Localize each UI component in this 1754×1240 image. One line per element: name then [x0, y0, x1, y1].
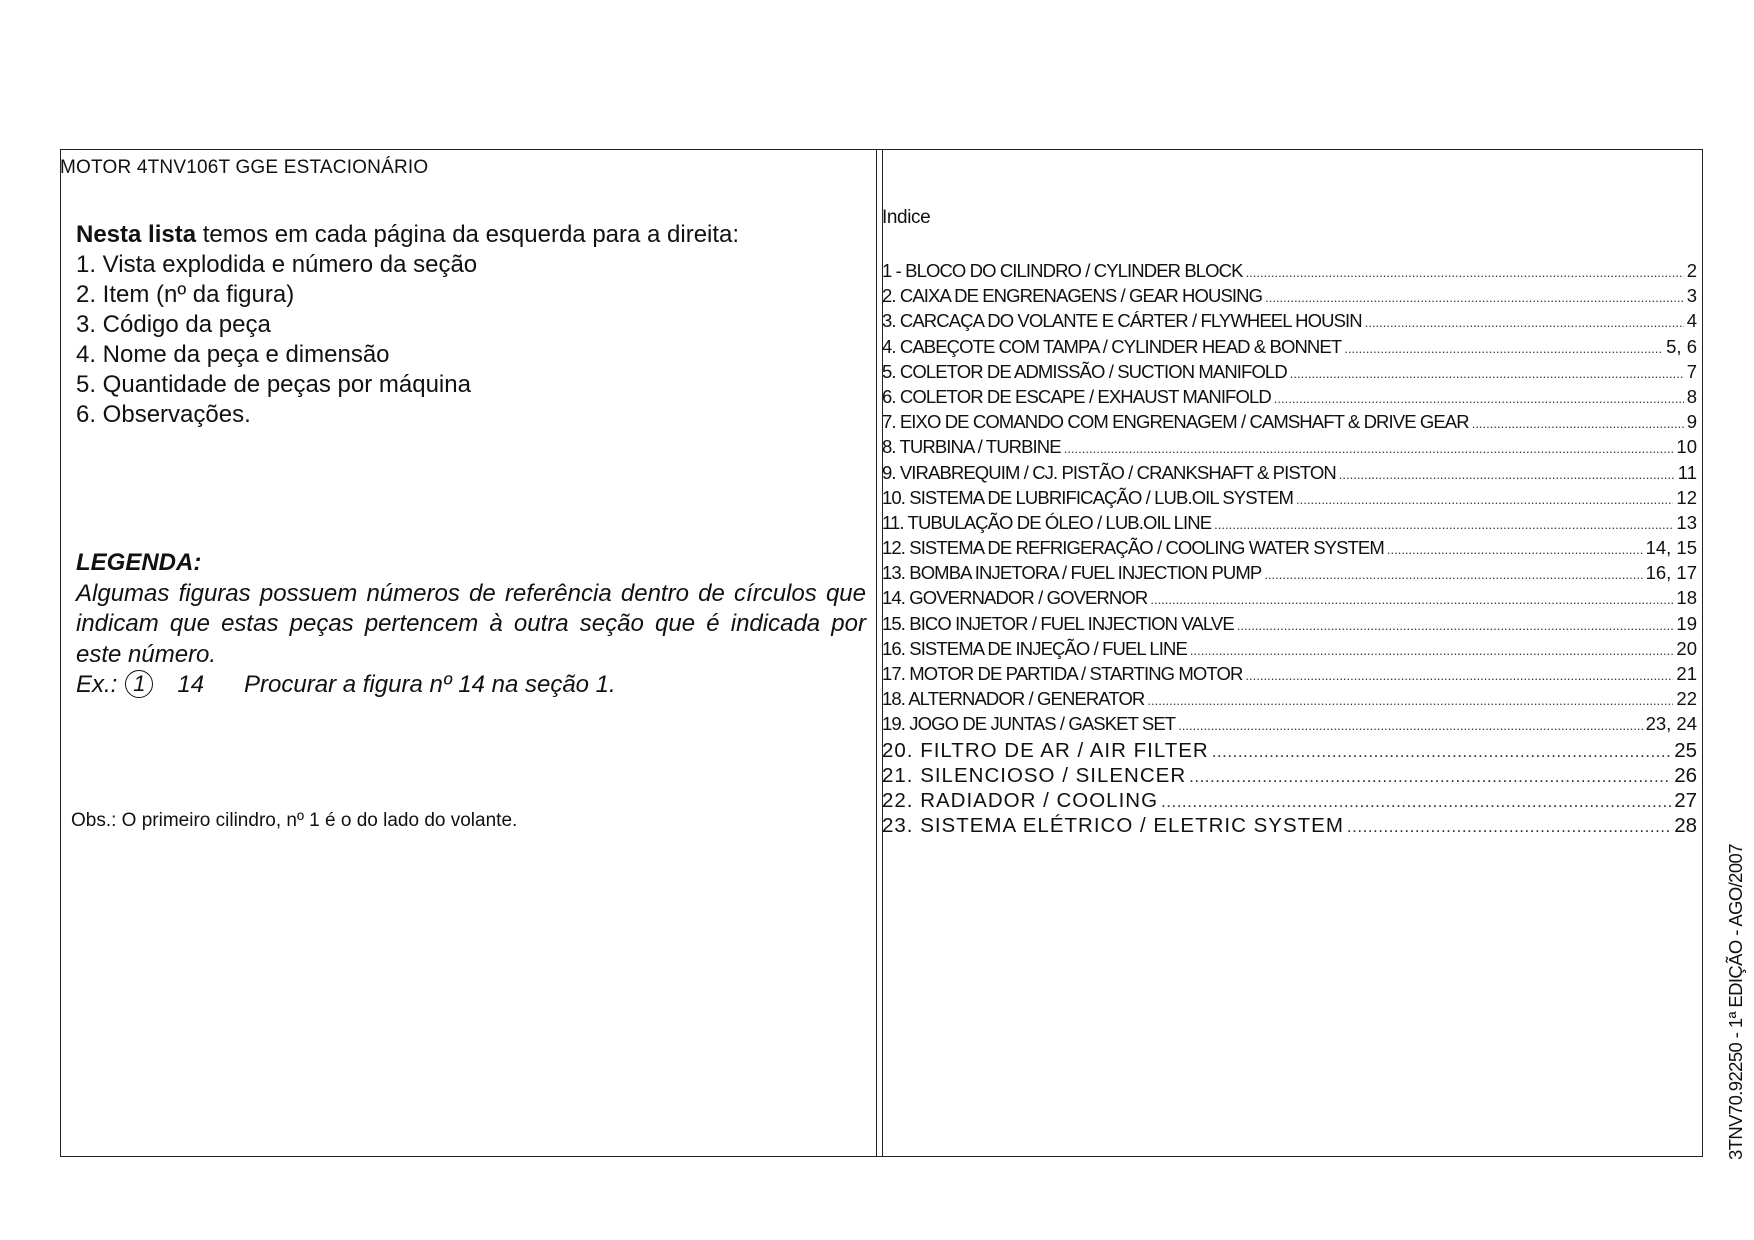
- index-entry: [882, 739, 1697, 764]
- index-entry: [882, 713, 1697, 738]
- legend-title: LEGENDA:: [76, 549, 202, 576]
- dot-leader: [1246, 265, 1684, 280]
- index-entry: [882, 361, 1697, 386]
- dot-leader: [1290, 366, 1684, 381]
- index-entry-label: 17. MOTOR DE PARTIDA / STARTING MOTOR: [882, 663, 1243, 684]
- index-entry: [882, 436, 1697, 461]
- index-entry-page: 22: [1676, 688, 1697, 710]
- observation-note: Obs.: O primeiro cilindro, nº 1 é o do lado do volante.: [71, 810, 518, 831]
- index-entry-page: 9: [1686, 411, 1697, 433]
- index-entry-page: 16, 17: [1645, 562, 1697, 584]
- dot-leader: [1264, 567, 1642, 582]
- index-entry: [882, 462, 1697, 487]
- index-entry: [882, 789, 1697, 814]
- index-entry-label: 21. SILENCIOSO / SILENCER: [882, 763, 1187, 787]
- dot-leader: [1190, 643, 1674, 658]
- intro-item: 1. Vista explodida e número da seção: [76, 251, 478, 278]
- index-entry: [882, 310, 1697, 335]
- index-entry: [882, 764, 1697, 789]
- index-entry-label: 12. SISTEMA DE REFRIGERAÇÃO / COOLING WATER SYSTEM: [882, 537, 1384, 559]
- index-entry-label: 22. RADIADOR / COOLING: [882, 788, 1159, 812]
- index-entry-label: 7. EIXO DE COMANDO COM ENGRENAGEM / CAMSHAFT & DRIVE GEAR: [882, 411, 1469, 433]
- index-entry-label: 5. COLETOR DE ADMISSÃO / SUCTION MANIFOLD: [882, 360, 1287, 382]
- index-entry: [882, 688, 1697, 713]
- index-entry-page: 18: [1676, 587, 1697, 609]
- index-entry-label: 3. CARCAÇA DO VOLANTE E CÁRTER / FLYWHEEL HOUSIN: [882, 310, 1362, 332]
- index-entry: [882, 285, 1697, 310]
- left-page: [60, 149, 876, 1157]
- index-entry-page: 10: [1676, 436, 1697, 458]
- index-entry-label: 1 - BLOCO DO CILINDRO / CYLINDER BLOCK: [882, 260, 1243, 281]
- index-entry-page: 12: [1676, 486, 1697, 508]
- dot-leader: [1274, 391, 1684, 406]
- index-entry-label: 6. COLETOR DE ESCAPE / EXHAUST MANIFOLD: [882, 385, 1271, 407]
- dot-leader: [1150, 592, 1673, 607]
- index-entry-page: 27: [1674, 788, 1697, 812]
- intro-lead-rest: temos em cada página da esquerda para a direita:: [196, 221, 740, 248]
- index-entry-label: 10. SISTEMA DE LUBRIFICAÇÃO / LUB.OIL SYSTEM: [882, 486, 1294, 508]
- dot-leader: [1245, 668, 1673, 683]
- index-entry-page: 25: [1674, 738, 1697, 762]
- dot-leader: [1339, 467, 1675, 482]
- index-entry-page: 20: [1676, 637, 1697, 659]
- index-entry: [882, 260, 1697, 285]
- index-entry: [882, 562, 1697, 587]
- index-entry: [882, 537, 1697, 562]
- index-entry-label: 15. BICO INJETOR / FUEL INJECTION VALVE: [882, 612, 1234, 634]
- dot-leader: [1347, 817, 1671, 837]
- edition-note: 3TNV70.92250 - 1ª EDIÇÃO - AGO/2007: [1725, 844, 1746, 1160]
- right-page: [882, 149, 1703, 1157]
- index-entry-label: 11. TUBULAÇÃO DE ÓLEO / LUB.OIL LINE: [882, 511, 1212, 533]
- example-prefix: Ex.:: [76, 671, 118, 698]
- dot-leader: [1237, 618, 1674, 633]
- index-entry-page: 4: [1686, 310, 1697, 332]
- index-entry-page: 19: [1676, 612, 1697, 634]
- dot-leader: [1296, 492, 1673, 507]
- index-entry-label: 16. SISTEMA DE INJEÇÃO / FUEL LINE: [882, 637, 1187, 659]
- dot-leader: [1189, 767, 1671, 787]
- dot-leader: [1344, 341, 1663, 356]
- index-entry-page: 23, 24: [1645, 713, 1697, 735]
- circled-number-icon: 1: [125, 670, 153, 698]
- intro-item: 4. Nome da peça e dimensão: [76, 341, 390, 368]
- document-title: MOTOR 4TNV106T GGE ESTACIONÁRIO: [60, 157, 429, 178]
- dot-leader: [1064, 441, 1674, 456]
- index-entry-page: 11: [1677, 461, 1697, 483]
- dot-leader: [1265, 290, 1684, 305]
- intro-item: 5. Quantidade de peças por máquina: [76, 371, 471, 398]
- dot-leader: [1212, 742, 1671, 762]
- index-entry: [882, 386, 1697, 411]
- intro-item: 3. Código da peça: [76, 311, 271, 338]
- index-entry-label: 14. GOVERNADOR / GOVERNOR: [882, 587, 1148, 609]
- index-entry: [882, 587, 1697, 612]
- index-entry-label: 23. SISTEMA ELÉTRICO / ELETRIC SYSTEM: [882, 814, 1344, 838]
- index-entry-page: 21: [1676, 663, 1697, 684]
- legend-example: [76, 670, 866, 701]
- index-entry: [882, 487, 1697, 512]
- legend-section: [76, 548, 866, 701]
- example-text: Procurar a figura nº 14 na seção 1.: [244, 671, 616, 698]
- index-entry-label: 13. BOMBA INJETORA / FUEL INJECTION PUMP: [882, 562, 1262, 584]
- index-entry-page: 8: [1686, 385, 1697, 407]
- index-list: [882, 260, 1697, 839]
- index-entry-page: 5, 6: [1666, 335, 1697, 357]
- column-divider-left: [876, 149, 877, 1157]
- index-entry-label: 8. TURBINA / TURBINE: [882, 436, 1061, 458]
- index-entry-label: 18. ALTERNADOR / GENERATOR: [882, 688, 1145, 710]
- index-entry-page: 2: [1686, 260, 1697, 281]
- index-entry: [882, 638, 1697, 663]
- intro-item: 6. Observações.: [76, 401, 251, 428]
- index-entry: [882, 663, 1697, 688]
- index-entry-page: 13: [1676, 511, 1697, 533]
- index-entry: [882, 512, 1697, 537]
- intro-item: 2. Item (nº da figura): [76, 281, 295, 308]
- dot-leader: [1387, 542, 1643, 557]
- index-entry-page: 7: [1686, 360, 1697, 382]
- index-entry-page: 28: [1674, 814, 1697, 838]
- index-entry-page: 3: [1686, 285, 1697, 307]
- index-entry-label: 9. VIRABREQUIM / CJ. PISTÃO / CRANKSHAFT & PISTON: [882, 461, 1336, 483]
- dot-leader: [1472, 416, 1684, 431]
- index-entry-label: 2. CAIXA DE ENGRENAGENS / GEAR HOUSING: [882, 285, 1263, 307]
- legend-body: Algumas figuras possuem números de referência dentro de círculos que indicam que estas peças pertencem à outra seção que é indicada por este número.: [76, 579, 866, 668]
- intro-lead: [76, 220, 866, 250]
- index-entry: [882, 411, 1697, 436]
- dot-leader: [1365, 315, 1684, 330]
- index-entry-label: 4. CABEÇOTE COM TAMPA / CYLINDER HEAD & BONNET: [882, 335, 1342, 357]
- dot-leader: [1147, 693, 1673, 708]
- example-ref: 14: [177, 671, 205, 698]
- dot-leader: [1214, 517, 1673, 532]
- dot-leader: [1161, 792, 1671, 812]
- index-entry-page: 26: [1674, 763, 1697, 787]
- index-entry: [882, 814, 1697, 839]
- index-entry-label: 20. FILTRO DE AR / AIR FILTER: [882, 738, 1209, 762]
- dot-leader: [1178, 718, 1642, 733]
- index-entry-page: 14, 15: [1645, 537, 1697, 559]
- index-entry-label: 19. JOGO DE JUNTAS / GASKET SET: [882, 713, 1176, 735]
- index-title: Indice: [882, 207, 931, 228]
- intro-section: [76, 220, 866, 430]
- index-entry: [882, 613, 1697, 638]
- intro-lead-bold: Nesta lista: [76, 221, 197, 248]
- index-entry: [882, 336, 1697, 361]
